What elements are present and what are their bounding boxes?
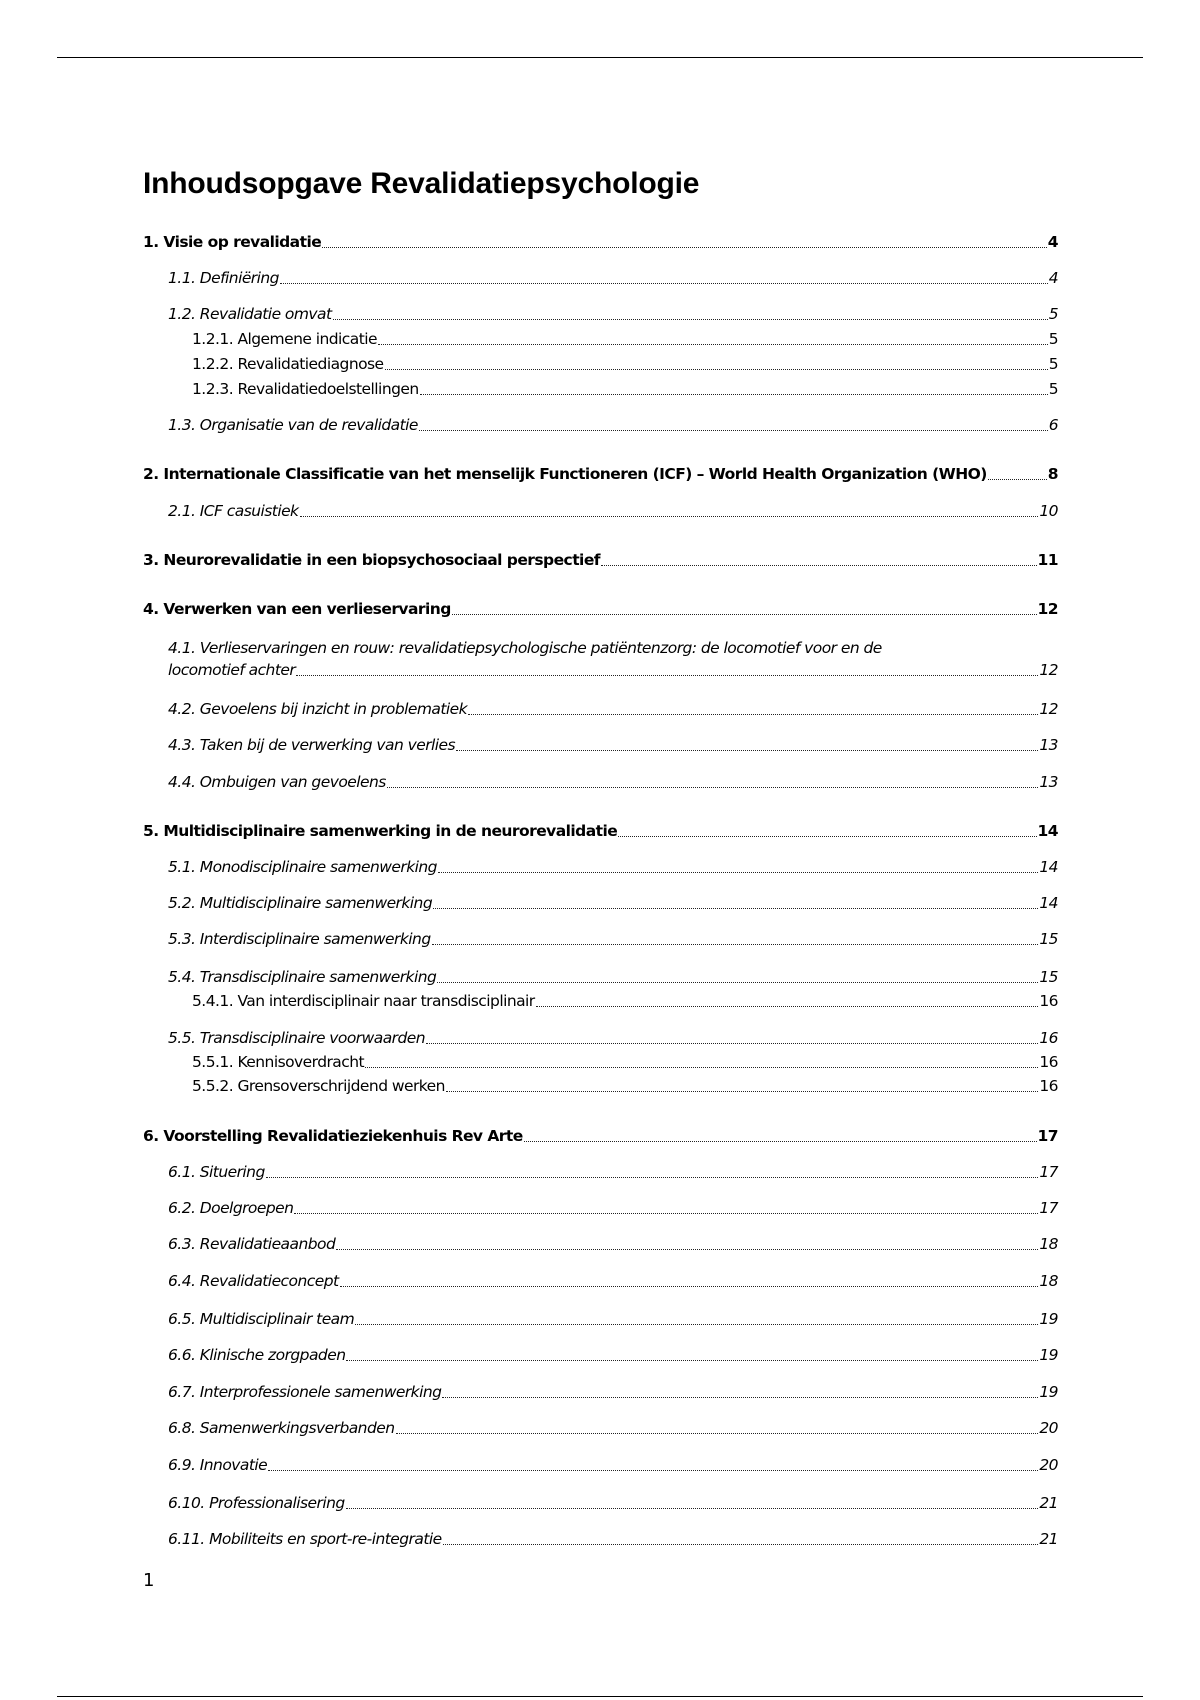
toc-entry-label: 6.4. Revalidatieconcept	[168, 1272, 339, 1290]
toc-entry[interactable]	[168, 856, 1058, 878]
toc-entry-label: 1.3. Organisatie van de revalidatie	[168, 416, 418, 434]
dot-leader	[365, 1067, 1038, 1068]
toc-entry-page: 8	[1047, 465, 1058, 483]
toc-entry-page: 12	[1039, 700, 1058, 718]
toc-entry-label: 2.1. ICF casuistiek	[168, 502, 299, 520]
toc-entry-label: 1. Visie op revalidatie	[143, 233, 322, 251]
dot-leader	[385, 369, 1048, 370]
toc-entry[interactable]	[168, 1492, 1058, 1514]
toc-entry-page: 16	[1039, 1029, 1058, 1047]
toc-entry-page: 18	[1039, 1235, 1058, 1253]
toc-entry-page: 15	[1039, 968, 1058, 986]
dot-leader	[420, 394, 1048, 395]
toc-entry[interactable]	[143, 463, 1058, 485]
toc-entry-label: 5.1. Monodisciplinaire samenwerking	[168, 858, 437, 876]
toc-entry-label: 5.5.1. Kennisoverdracht	[192, 1053, 365, 1071]
dot-leader	[346, 1360, 1038, 1361]
dot-leader	[346, 1508, 1039, 1509]
toc-entry-label: 5.2. Multidisciplinaire samenwerking	[168, 894, 433, 912]
toc-entry[interactable]	[168, 1417, 1058, 1439]
toc-entry[interactable]	[192, 328, 1058, 350]
toc-entry-label: 4.3. Taken bij de verwerking van verlies	[168, 736, 456, 754]
toc-entry-page: 10	[1039, 502, 1058, 520]
toc-entry[interactable]	[168, 1197, 1058, 1219]
toc-entry-label: 5. Multidisciplinaire samenwerking in de neurorevalidatie	[143, 822, 618, 840]
toc-entry-label: 5.5.2. Grensoverschrijdend werken	[192, 1077, 445, 1095]
toc-entry-page: 12	[1037, 600, 1058, 618]
toc-entry-label: 5.4. Transdisciplinaire samenwerking	[168, 968, 437, 986]
toc-entry-page: 19	[1039, 1310, 1058, 1328]
toc-entry-page: 5	[1048, 305, 1058, 323]
toc-entry[interactable]	[143, 549, 1058, 571]
toc-entry-label: 1.2. Revalidatie omvat	[168, 305, 332, 323]
toc-entry-label-continued: locomotief achter	[168, 661, 296, 679]
toc-entry-label: 6.9. Innovatie	[168, 1456, 268, 1474]
toc-entry-page: 5	[1048, 380, 1058, 398]
dot-leader	[340, 1286, 1039, 1287]
toc-entry-label: 6.6. Klinische zorgpaden	[168, 1346, 346, 1364]
toc-entry[interactable]	[192, 1051, 1058, 1073]
dot-leader	[988, 479, 1047, 480]
toc-entry[interactable]	[168, 966, 1058, 988]
dot-leader	[443, 1544, 1039, 1545]
dot-leader	[280, 283, 1048, 284]
dot-leader	[524, 1141, 1037, 1142]
dot-leader	[322, 247, 1047, 248]
toc-entry-page: 21	[1039, 1530, 1058, 1548]
toc-entry[interactable]	[192, 353, 1058, 375]
toc-entry-page: 17	[1037, 1127, 1058, 1145]
toc-entry-page: 21	[1039, 1494, 1058, 1512]
toc-entry-page: 12	[1039, 661, 1058, 679]
toc-entry-page: 17	[1039, 1163, 1058, 1181]
toc-entry-label: 4. Verwerken van een verlieservaring	[143, 600, 451, 618]
dot-leader	[452, 614, 1037, 615]
toc-entry-page: 16	[1039, 992, 1058, 1010]
toc-entry-label: 1.2.1. Algemene indicatie	[192, 330, 377, 348]
toc-entry[interactable]	[168, 734, 1058, 756]
dot-leader	[536, 1006, 1039, 1007]
toc-entry-label: 4.2. Gevoelens bij inzicht in problematiek	[168, 700, 468, 718]
toc-entry[interactable]	[168, 637, 1058, 681]
toc-entry-page: 14	[1037, 822, 1058, 840]
dot-leader	[387, 787, 1039, 788]
dot-leader	[438, 872, 1038, 873]
toc-entry[interactable]	[168, 267, 1058, 289]
toc-entry[interactable]	[168, 303, 1058, 325]
toc-entry[interactable]	[192, 378, 1058, 400]
toc-entry-label: 2. Internationale Classificatie van het menselijk Functioneren (ICF) – World Health Organization (WHO)	[143, 465, 987, 483]
toc-entry-label: 6.7. Interprofessionele samenwerking	[168, 1383, 442, 1401]
toc-entry-label: 1.2.2. Revalidatiediagnose	[192, 355, 384, 373]
dot-leader	[618, 836, 1036, 837]
dot-leader	[396, 1433, 1039, 1434]
toc-entry[interactable]	[192, 1075, 1058, 1097]
toc-entry-page: 14	[1039, 894, 1058, 912]
toc-entry-page: 5	[1048, 330, 1058, 348]
toc-entry-page: 6	[1048, 416, 1058, 434]
dot-leader	[601, 565, 1037, 566]
dot-leader	[294, 1213, 1038, 1214]
dot-leader	[432, 944, 1039, 945]
toc-entry[interactable]	[143, 1125, 1058, 1147]
dot-leader	[355, 1324, 1038, 1325]
dot-leader	[268, 1470, 1038, 1471]
dot-leader	[300, 516, 1039, 517]
dot-leader	[378, 344, 1048, 345]
page-title: Inhoudsopgave Revalidatiepsychologie	[143, 167, 700, 200]
toc-entry-label: 3. Neurorevalidatie in een biopsychosociaal perspectief	[143, 551, 600, 569]
toc-entry-page: 18	[1039, 1272, 1058, 1290]
dot-leader	[426, 1043, 1038, 1044]
toc-entry-label: 4.1. Verlieservaringen en rouw: revalidatiepsychologische patiëntenzorg: de locomotief voor en de	[168, 639, 882, 657]
dot-leader	[468, 714, 1038, 715]
toc-entry[interactable]	[168, 1381, 1058, 1403]
toc-entry-page: 19	[1039, 1346, 1058, 1364]
toc-entry-label: 6.10. Professionalisering	[168, 1494, 345, 1512]
toc-entry[interactable]	[168, 698, 1058, 720]
toc-entry-label: 6.11. Mobiliteits en sport-re-integratie	[168, 1530, 442, 1548]
toc-entry[interactable]	[143, 598, 1058, 620]
page-number: 1	[143, 1570, 155, 1591]
toc-entry-page: 5	[1048, 355, 1058, 373]
toc-entry-label: 5.4.1. Van interdisciplinair naar transdisciplinair	[192, 992, 535, 1010]
dot-leader	[446, 1091, 1038, 1092]
toc-entry-page: 13	[1039, 736, 1058, 754]
toc-entry-label: 1.2.3. Revalidatiedoelstellingen	[192, 380, 419, 398]
toc-entry-page: 16	[1039, 1053, 1058, 1071]
footer-rule	[57, 1696, 1143, 1697]
toc-entry-label: 5.3. Interdisciplinaire samenwerking	[168, 930, 431, 948]
toc-entry-label: 6.2. Doelgroepen	[168, 1199, 294, 1217]
toc-entry-page: 4	[1048, 269, 1058, 287]
dot-leader	[336, 1249, 1038, 1250]
toc-entry-page: 13	[1039, 773, 1058, 791]
toc-entry-label: 6.8. Samenwerkingsverbanden	[168, 1419, 395, 1437]
toc-entry[interactable]	[168, 1528, 1058, 1550]
toc-entry[interactable]	[168, 1270, 1058, 1292]
dot-leader	[442, 1397, 1038, 1398]
dot-leader	[437, 982, 1038, 983]
toc-entry[interactable]	[168, 1308, 1058, 1330]
toc-entry[interactable]	[168, 1161, 1058, 1183]
toc-entry-page: 15	[1039, 930, 1058, 948]
dot-leader	[419, 430, 1048, 431]
toc-entry[interactable]	[168, 771, 1058, 793]
toc-entry-page: 20	[1039, 1456, 1058, 1474]
dot-leader	[333, 319, 1048, 320]
toc-entry-page: 19	[1039, 1383, 1058, 1401]
dot-leader	[433, 908, 1038, 909]
toc-entry[interactable]	[168, 1233, 1058, 1255]
toc-entry[interactable]	[168, 1454, 1058, 1476]
toc-entry-page: 4	[1047, 233, 1058, 251]
toc-entry-page: 14	[1039, 858, 1058, 876]
toc-entry-page: 20	[1039, 1419, 1058, 1437]
toc-entry-label: 5.5. Transdisciplinaire voorwaarden	[168, 1029, 426, 1047]
dot-leader	[266, 1177, 1039, 1178]
dot-leader	[456, 750, 1038, 751]
toc-entry-label: 4.4. Ombuigen van gevoelens	[168, 773, 386, 791]
toc-entry-label: 6. Voorstelling Revalidatieziekenhuis Rev Arte	[143, 1127, 523, 1145]
toc-entry[interactable]	[143, 820, 1058, 842]
toc-entry-page: 16	[1039, 1077, 1058, 1095]
toc-entry-label: 1.1. Definiëring	[168, 269, 279, 287]
toc-entry[interactable]	[168, 1027, 1058, 1049]
toc-entry-label: 6.1. Situering	[168, 1163, 265, 1181]
toc-entry[interactable]	[168, 414, 1058, 436]
toc-entry[interactable]	[168, 500, 1058, 522]
toc-entry[interactable]	[168, 928, 1058, 950]
toc-entry[interactable]	[143, 231, 1058, 253]
toc-entry[interactable]	[168, 892, 1058, 914]
toc-entry-label: 6.5. Multidisciplinair team	[168, 1310, 355, 1328]
toc-entry[interactable]	[192, 990, 1058, 1012]
toc-entry-page: 17	[1039, 1199, 1058, 1217]
toc-entry-page: 11	[1037, 551, 1058, 569]
toc-entry-label: 6.3. Revalidatieaanbod	[168, 1235, 336, 1253]
toc-entry[interactable]	[168, 1344, 1058, 1366]
dot-leader	[296, 675, 1038, 676]
